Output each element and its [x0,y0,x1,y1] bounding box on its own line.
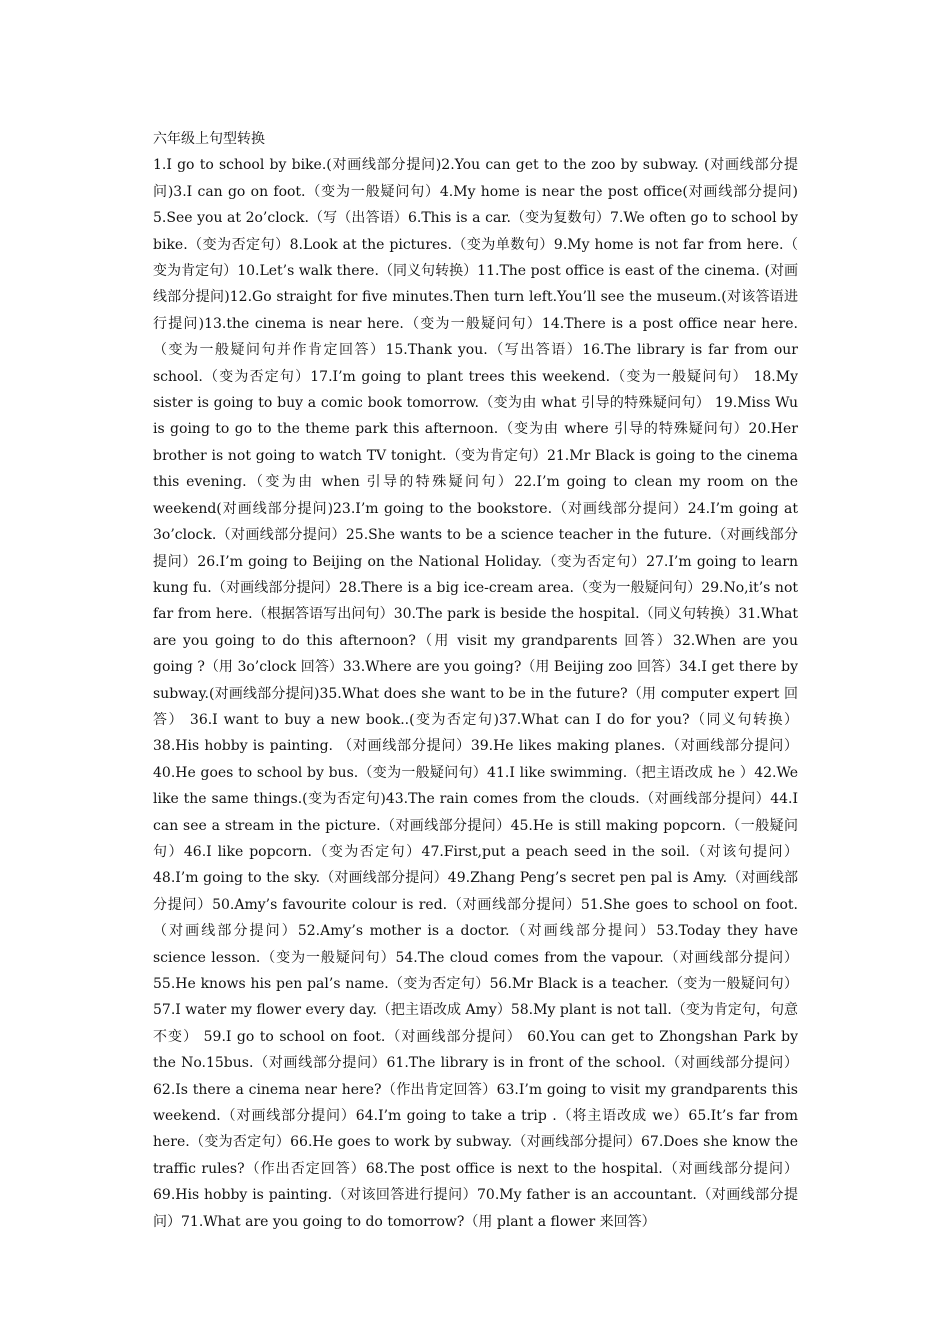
document-page [153,126,798,1235]
document-title: 六年级上句型转换 [153,131,265,147]
document-body: 1.I go to school by bike.(对画线部分提问)2.You can get to the zoo by subway. (对画线部分提问)3.I can go on foot.（变为一般疑问句）4.My home is near the post office(对画线部分提问) 5.See you at 2o’clock.（写（出答语）6.This is a car.（变为复数句）7.We often go to school by bike.（变为否定句）8.Look at the pictures.（变为单数句）9.My home is not far from here.（ 变为肯定句）10.Let’s walk there.（同义句转换）11.The post office is east of the cinema. (对画线部分提问)12.Go straight for five minutes.Then turn left.You’ll see the museum.(对该答语进行提问)13.the cinema is near here.（变为一般疑问句）14.There is a post office near here.（变为一般疑问句并作肯定回答）15.Thank you.（写出答语）16.The library is far from our school.（变为否定句）17.I’m going to plant trees this weekend.（变为一般疑问句） 18.My sister is going to buy a comic book tomorrow.（变为由 what 引导的特殊疑问句） 19.Miss Wu is going to go to the theme park this afternoon.（变为由 where 引导的特殊疑问句）20.Her brother is not going to watch TV tonight.（变为肯定句）21.Mr Black is going to the cinema this evening.（变为由 when 引导的特殊疑问句）22.I’m going to clean my room on the weekend(对画线部分提问)23.I’m going to the bookstore.（对画线部分提问）24.I’m going at 3o’clock.（对画线部分提问）25.She wants to be a science teacher in the future.（对画线部分提问）26.I’m going to Beijing on the National Holiday.（变为否定句）27.I’m going to learn kung fu.（对画线部分提问）28.There is a big ice-cream area.（变为一般疑问句）29.No,it’s not far from here.（根据答语写出问句）30.The park is beside the hospital.（同义句转换）31.What are you going to do this afternoon?（用 visit my grandparents 回答）32.When are you going ?（用 3o’clock 回答）33.Where are you going?（用 Beijing zoo 回答）34.I get there by subway.(对画线部分提问)35.What does she want to be in the future?（用 computer expert 回答） 36.I want to buy a new book..(变为否定句)37.What can I do for you?（同义句转换） 38.His hobby is painting. （对画线部分提问）39.He likes making planes.（对画线部分提问）40.He goes to school by bus.（变为一般疑问句）41.I like swimming.（把主语改成 he ）42.We like the same things.(变为否定句)43.The rain comes from the clouds.（对画线部分提问）44.I can see a stream in the picture.（对画线部分提问）45.He is still making popcorn.（一般疑问句）46.I like popcorn.（变为否定句）47.First,put a peach seed in the soil.（对该句提问） 48.I’m going to the sky.（对画线部分提问）49.Zhang Peng’s secret pen pal is Amy.（对画线部分提问）50.Amy’s favourite colour is red.（对画线部分提问）51.She goes to school on foot.（对画线部分提问）52.Amy’s mother is a doctor.（对画线部分提问）53.Today they have science lesson.（变为一般疑问句）54.The cloud comes from the vapour.（对画线部分提问）55.He knows his pen pal’s name.（变为否定句）56.Mr Black is a teacher.（变为一般疑问句）57.I water my flower every day.（把主语改成 Amy）58.My plant is not tall.（变为肯定句，句意不变） 59.I go to school on foot.（对画线部分提问） 60.You can get to Zhongshan Park by the No.15bus.（对画线部分提问）61.The library is in front of the school.（对画线部分提问）62.Is there a cinema near here?（作出肯定回答）63.I’m going to visit my grandparents this weekend.（对画线部分提问）64.I’m going to take a trip .（将主语改成 we）65.It’s far from here.（变为否定句）66.He goes to work by subway.（对画线部分提问）67.Does she know the traffic rules?（作出否定回答）68.The post office is next to the hospital.（对画线部分提问）69.His hobby is painting.（对该回答进行提问）70.My father is an accountant.（对画线部分提问）71.What are you going to do tomorrow?（用 plant a flower 来回答） [153,157,798,1230]
